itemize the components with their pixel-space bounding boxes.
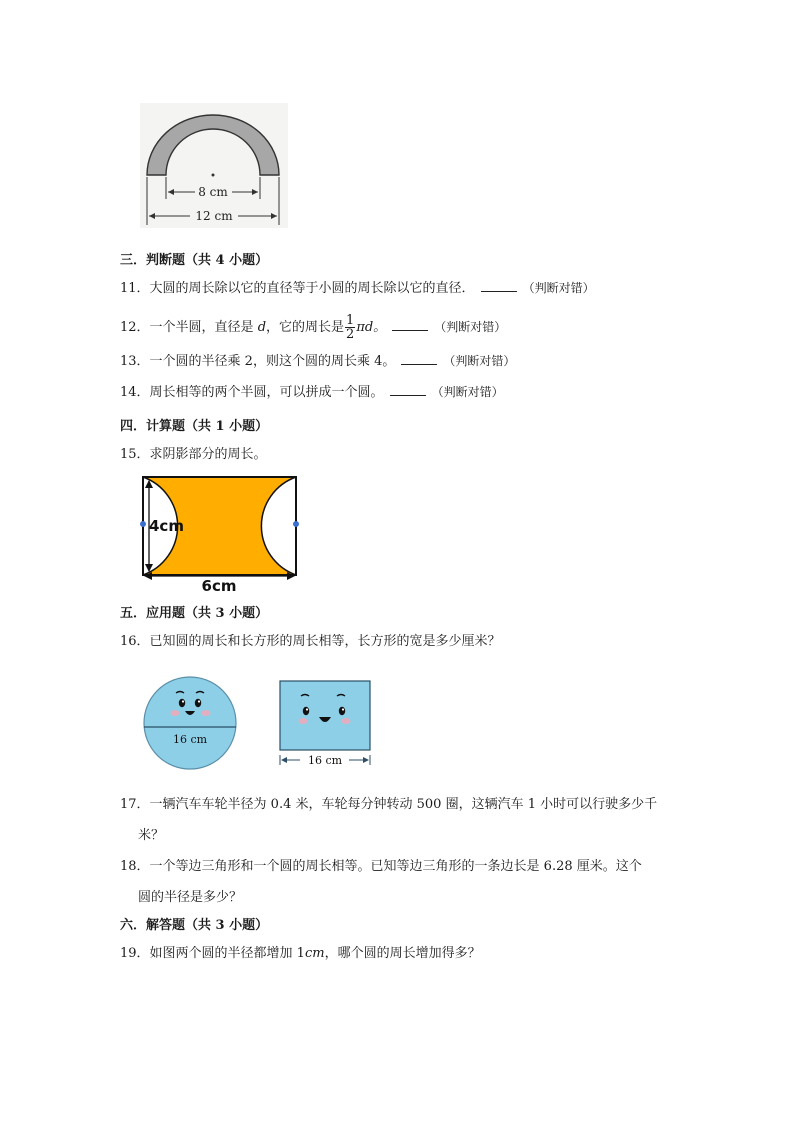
q18-number: 18．	[120, 859, 150, 874]
q14-note: （判断对错）	[431, 385, 504, 399]
q15-number: 15．	[120, 447, 150, 462]
question-12	[120, 314, 506, 341]
question-19	[120, 945, 481, 963]
q19-text-pre: 如图两个圆的半径都增加 1	[149, 946, 305, 961]
circle-diameter-label: 16 cm	[172, 733, 208, 746]
q12-fraction-denominator: 2	[346, 327, 355, 342]
q16-number: 16．	[120, 634, 150, 649]
arch-outer-label: 12 cm	[195, 209, 233, 223]
q19-text-post: ，哪个圆的周长增加得多？	[324, 946, 481, 961]
width-label: 6cm	[201, 577, 237, 594]
q12-fraction-numerator: 1	[346, 313, 355, 328]
q14-text: 周长相等的两个半圆，可以拼成一个圆。	[149, 385, 384, 400]
q15-text: 求阴影部分的周长。	[149, 447, 267, 462]
rectangle-width-label: 16 cm	[307, 754, 343, 767]
q16-text: 已知圆的周长和长方形的周长相等，长方形的宽是多少厘米？	[149, 634, 501, 649]
q11-number: 11．	[120, 281, 150, 296]
q12-fraction	[345, 314, 355, 341]
q12-text-post: πd。	[356, 320, 387, 335]
section-4-title: 四．计算题（共 1 小题）	[120, 419, 269, 434]
q19-unit: cm	[304, 946, 325, 961]
q11-text: 大圆的周长除以它的直径等于小圆的周长除以它的直径．	[149, 281, 475, 296]
q13-text: 一个圆的半径乘 2，则这个圆的周长乘 4。	[149, 354, 396, 369]
q17-number: 17．	[120, 797, 150, 812]
question-18	[120, 851, 642, 913]
rectangle-width-arrow-left	[281, 757, 287, 763]
left-semicircle-center-dot	[140, 521, 146, 527]
q12-answer-blank[interactable]	[392, 318, 428, 331]
rectangle-width-arrow-right	[363, 757, 369, 763]
right-semicircle-center-dot	[293, 521, 299, 527]
q12-variable-d: d	[257, 320, 267, 335]
smiley-rectangle	[280, 681, 370, 750]
arch-center-dot	[212, 174, 215, 177]
q13-number: 13．	[120, 354, 150, 369]
q12-number: 12．	[120, 320, 150, 335]
smiley-circle	[144, 677, 236, 769]
question-13	[120, 352, 515, 371]
q14-number: 14．	[120, 385, 150, 400]
q18-line1: 一个等边三角形和一个圆的周长相等。已知等边三角形的一条边长是 6.28 厘米。这个	[149, 859, 642, 874]
circle-rectangle-figure	[140, 675, 380, 777]
q12-note: （判断对错）	[434, 320, 507, 334]
q13-answer-blank[interactable]	[401, 352, 437, 365]
height-label: 4cm	[149, 517, 184, 535]
q17-line2: 米？	[138, 828, 165, 843]
shaded-region-figure	[138, 472, 308, 594]
question-14	[120, 383, 504, 402]
q12-text-pre: 一个半圆，直径是	[149, 320, 258, 335]
q11-answer-blank[interactable]	[481, 279, 517, 292]
question-16	[120, 633, 501, 651]
arch-figure	[140, 103, 288, 228]
question-15	[120, 446, 267, 464]
q18-line2: 圆的半径是多少？	[138, 890, 243, 905]
section-5-title: 五．应用题（共 3 小题）	[120, 606, 269, 621]
q17-line1: 一辆汽车车轮半径为 0.4 米，车轮每分钟转动 500 圈，这辆汽车 1 小时可以行驶多少千	[149, 797, 658, 812]
question-17	[120, 789, 657, 851]
section-6-title: 六．解答题（共 3 小题）	[120, 918, 269, 933]
section-3-title: 三．判断题（共 4 小题）	[120, 253, 269, 268]
q19-number: 19．	[120, 946, 150, 961]
question-11	[120, 279, 595, 298]
arch-inner-label: 8 cm	[198, 185, 228, 199]
q14-answer-blank[interactable]	[390, 383, 426, 396]
q12-text-mid: ，它的周长是	[266, 320, 345, 335]
q11-note: （判断对错）	[522, 281, 595, 295]
q13-note: （判断对错）	[443, 354, 516, 368]
